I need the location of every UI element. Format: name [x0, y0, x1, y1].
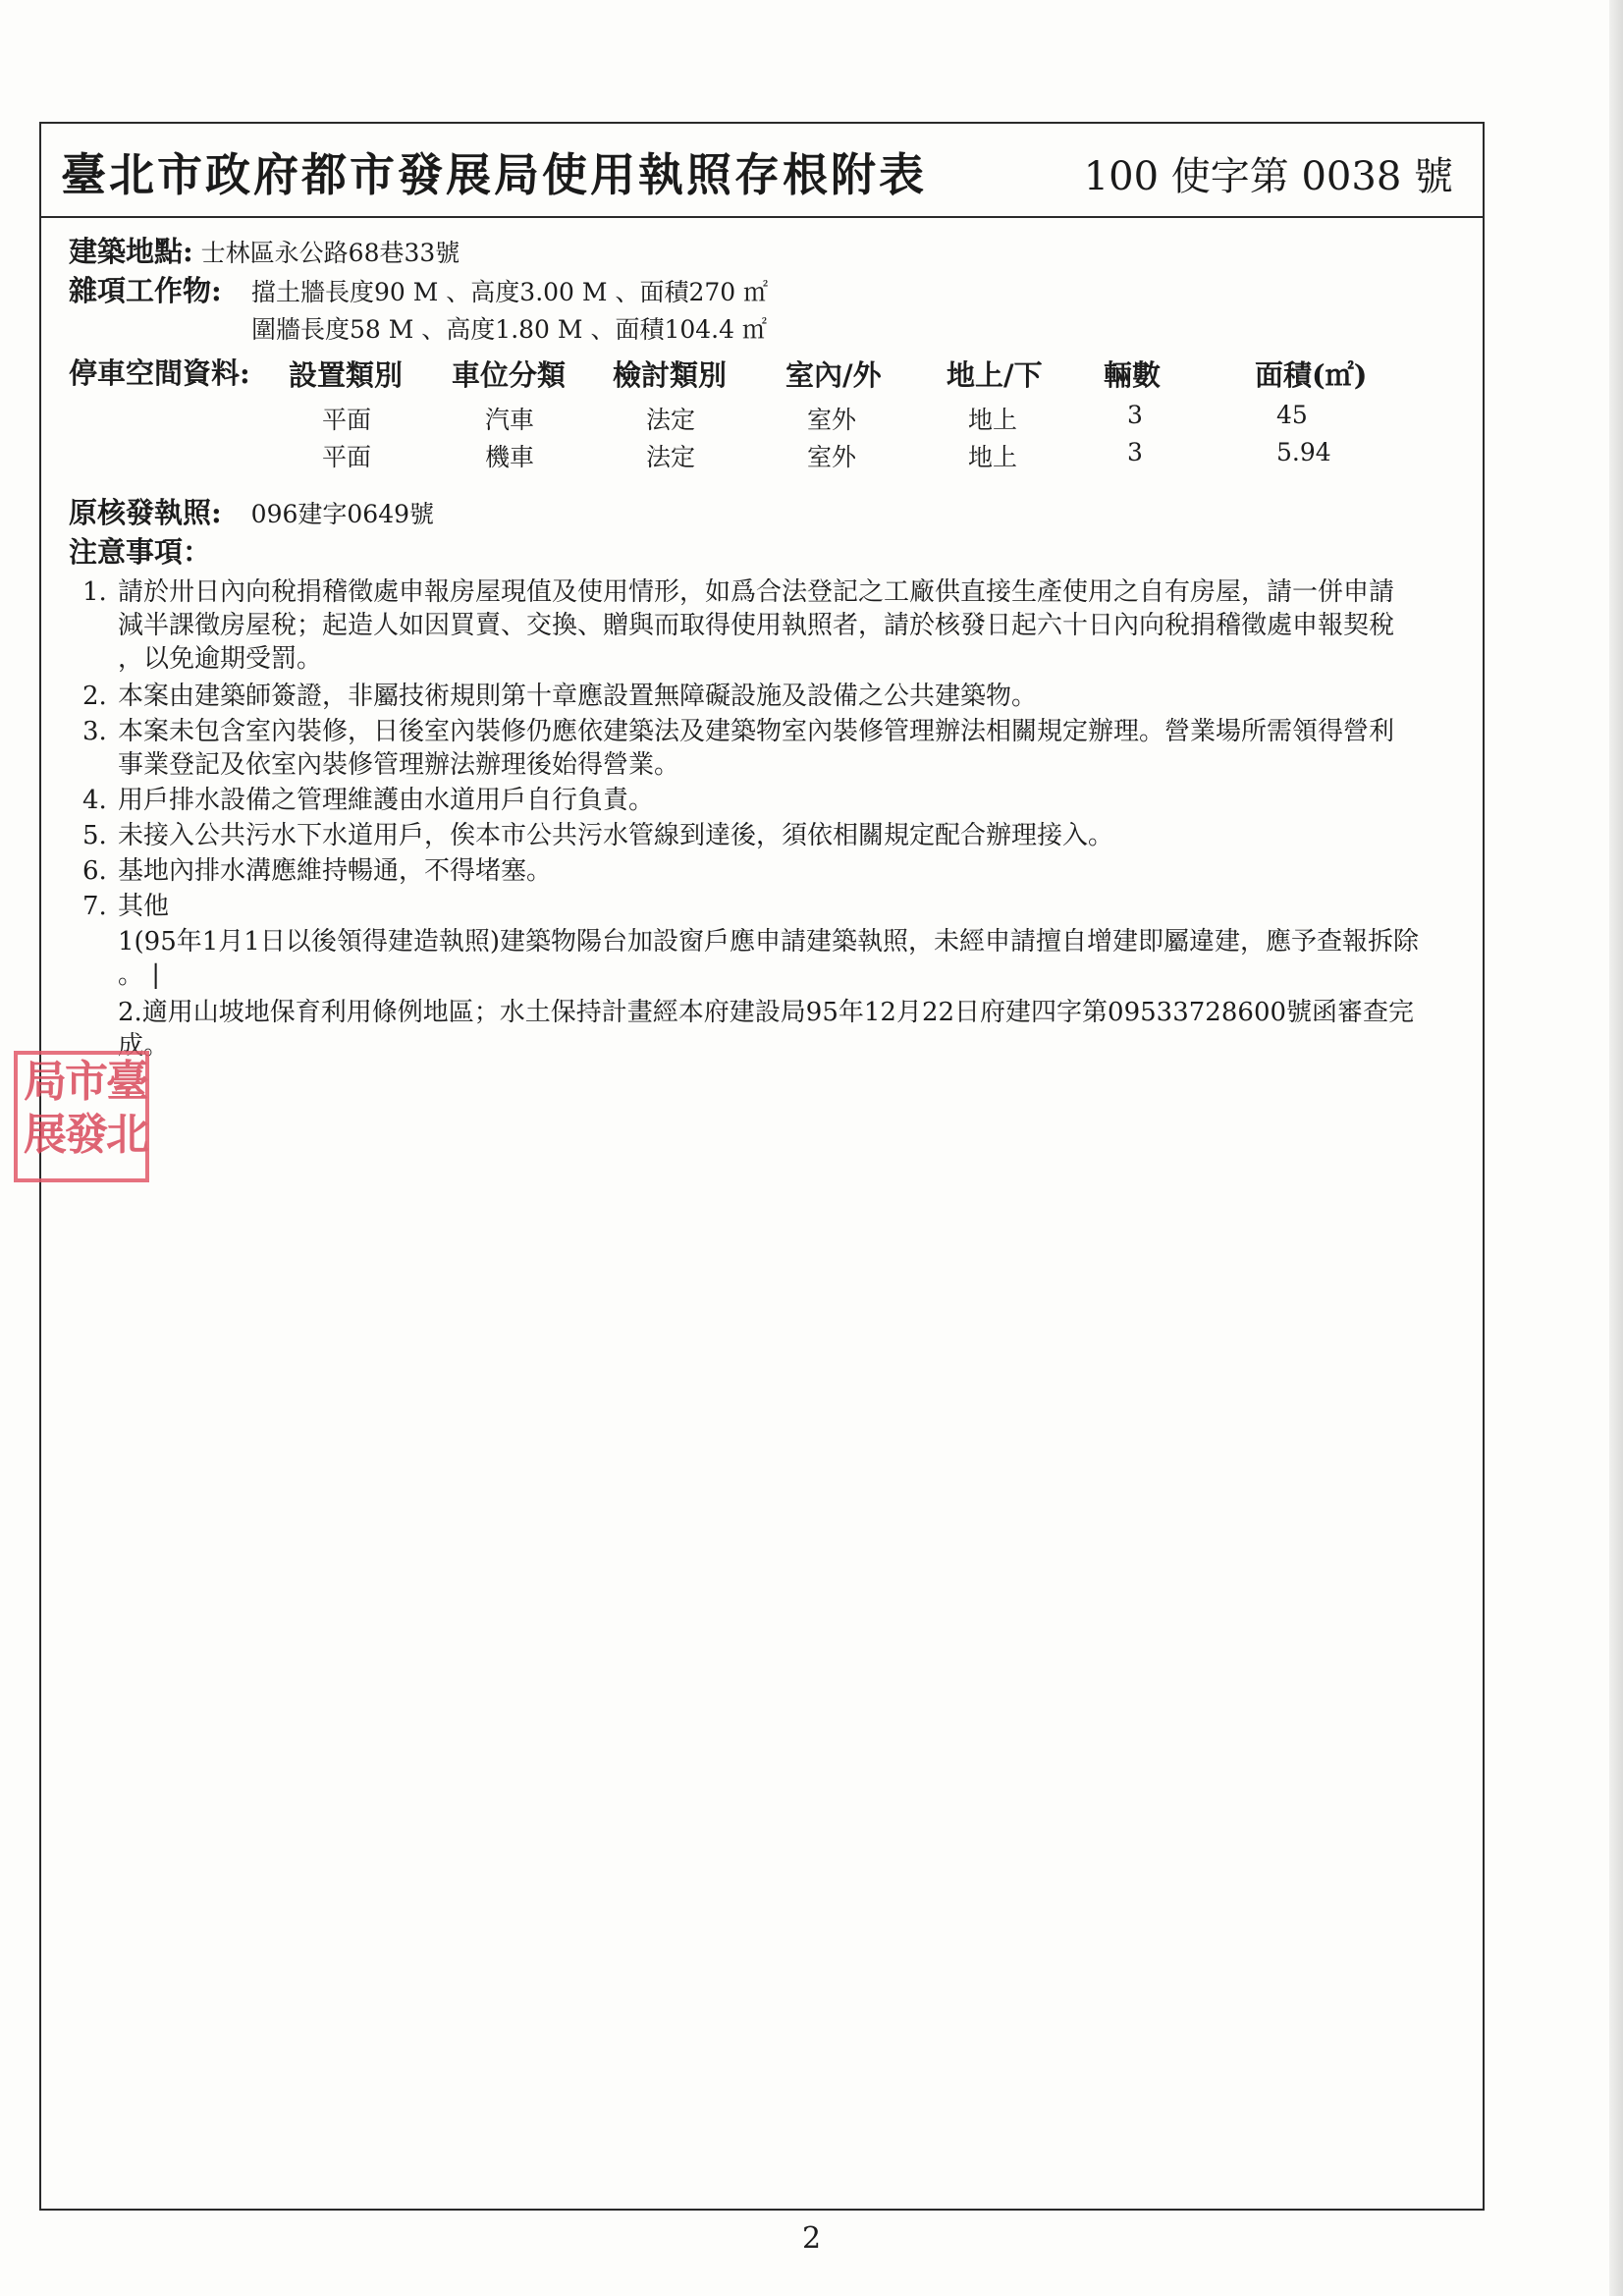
permit-number: 100 使字第 0038 號 [1083, 154, 1453, 199]
note-number: 5. [82, 821, 107, 850]
note-line: ，以免逾期受罰。 [118, 644, 323, 674]
page-edge-shadow [1609, 0, 1623, 2296]
note-line: 減半課徵房屋稅；起造人如因買賣、交換、贈與而取得使用執照者，請於核發日起六十日內向稅捐稽徵處申報契稅 [118, 611, 1395, 640]
parking-cell: 3 [1127, 438, 1143, 466]
parking-cell: 3 [1127, 401, 1143, 429]
parking-header-cell: 室內/外 [785, 358, 882, 392]
notes-row [69, 530, 211, 571]
note-line: 1(95年1月1日以後領得建造執照)建築物陽台加設窗戶應申請建築執照，未經申請擅自增建即屬違建，應予查報拆除 [118, 927, 1419, 957]
note-line: 未接入公共污水下水道用戶，俟本市公共污水管線到達後，須依相關規定配合辦理接入。 [118, 821, 1114, 850]
misc-works-label: 雜項工作物: [69, 274, 222, 307]
parking-cell: 汽車 [485, 406, 535, 434]
note-line: 。 | [118, 960, 161, 990]
note-number: 1. [82, 577, 107, 607]
parking-header-cell: 車位分類 [452, 358, 567, 392]
parking-cell: 法定 [646, 443, 696, 471]
parking-label-row [69, 352, 250, 392]
official-seal: 局 市 臺 展 發 北 [14, 1051, 149, 1182]
note-number: 4. [82, 786, 107, 815]
parking-cell: 45 [1276, 401, 1308, 429]
original-license-value: 096建字0649號 [250, 500, 435, 528]
misc-works-line: 圍牆長度58 M 、高度1.80 M 、面積104.4 ㎡ [251, 315, 767, 344]
parking-label: 停車空間資料: [69, 356, 250, 390]
note-number: 7. [82, 892, 107, 921]
note-item [82, 575, 1457, 676]
note-item [82, 819, 1457, 852]
parking-cell: 機車 [485, 443, 535, 471]
parking-cell: 地上 [968, 406, 1018, 434]
note-item [82, 890, 1457, 923]
note-item [82, 715, 1457, 782]
document-frame [39, 122, 1485, 2211]
parking-cell: 5.94 [1276, 438, 1331, 466]
note-number: 2. [82, 682, 107, 711]
note-item [82, 680, 1457, 713]
document-header [41, 124, 1483, 218]
note-line: 本案由建築師簽證，非屬技術規則第十章應設置無障礙設施及設備之公共建築物。 [118, 682, 1038, 711]
note-number: 3. [82, 717, 107, 746]
note-line: 用戶排水設備之管理維護由水道用戶自行負責。 [118, 786, 655, 815]
note-item [82, 784, 1457, 817]
parking-cell: 地上 [968, 443, 1018, 471]
note-line: 事業登記及依室內裝修管理辦法辦理後始得營業。 [118, 750, 680, 780]
note-line: 其他 [118, 892, 170, 921]
misc-works-row [69, 269, 222, 309]
note-sub-item [118, 925, 1453, 992]
site-row [69, 230, 460, 270]
parking-cell: 室外 [807, 406, 857, 434]
original-license-row [69, 491, 434, 531]
parking-cell: 法定 [646, 406, 696, 434]
page-number: 2 [801, 2221, 822, 2256]
note-line: 請於卅日內向稅捐稽徵處申報房屋現值及使用情形，如爲合法登記之工廠供直接生產使用之自有房屋，請一併申請 [118, 577, 1395, 607]
parking-header-cell: 檢討類別 [613, 358, 728, 392]
original-license-label: 原核發執照: [69, 496, 222, 529]
note-sub-item [118, 996, 1453, 1063]
note-line: 2.適用山坡地保育利用條例地區；水土保持計畫經本府建設局95年12月22日府建四字第09533728600號函審查完成。 [118, 998, 1415, 1061]
note-item [82, 854, 1457, 888]
parking-header-cell: 設置類別 [289, 358, 404, 392]
document-title: 臺北市政府都市發展局使用執照存根附表 [61, 148, 927, 201]
parking-header-cell: 面積(㎡) [1255, 358, 1368, 392]
note-line: 本案未包含室內裝修，日後室內裝修仍應依建築法及建築物室內裝修管理辦法相關規定辦理。營業場所需領得營利 [118, 717, 1395, 746]
parking-cell: 室外 [807, 443, 857, 471]
site-value: 士林區永公路68巷33號 [200, 239, 460, 267]
misc-works-line: 擋土牆長度90 M 、高度3.00 M 、面積270 ㎡ [251, 278, 769, 306]
parking-header-cell: 輛數 [1104, 358, 1162, 392]
note-line: 基地內排水溝應維持暢通，不得堵塞。 [118, 856, 553, 886]
parking-header-cell: 地上/下 [947, 358, 1043, 392]
parking-cell: 平面 [322, 443, 372, 471]
notes-label: 注意事項： [69, 535, 212, 569]
site-label: 建築地點: [69, 235, 193, 268]
note-number: 6. [82, 856, 107, 886]
parking-cell: 平面 [322, 406, 372, 434]
